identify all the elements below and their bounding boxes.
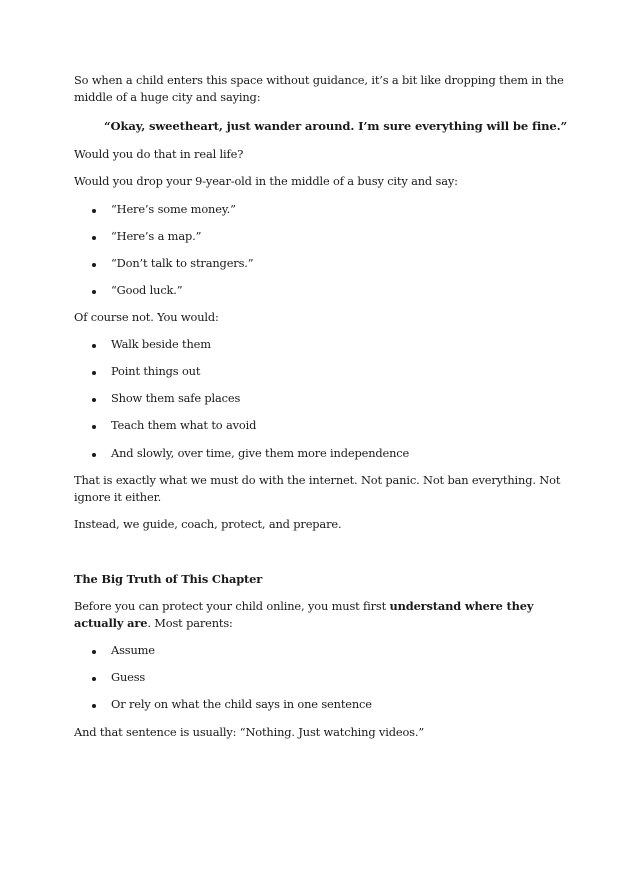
section-heading: The Big Truth of This Chapter	[74, 572, 263, 586]
bullet-icon	[92, 263, 96, 267]
bullet-icon	[92, 290, 96, 294]
emphasis-text: actually are	[74, 616, 148, 630]
paragraph-line	[74, 616, 233, 631]
block-quote: “Okay, sweetheart, just wander around. I’m sure everything will be fine.”	[104, 119, 568, 133]
emphasis-text: understand where they	[389, 599, 534, 613]
paragraph-line: ignore it either.	[74, 490, 162, 504]
bullet-icon	[92, 677, 96, 681]
paragraph-line: middle of a huge city and saying:	[74, 90, 261, 104]
paragraph: Would you do that in real life?	[74, 147, 244, 161]
bullet-icon	[92, 209, 96, 213]
list-item: “Good luck.”	[111, 283, 183, 297]
list-item: Walk beside them	[111, 337, 211, 351]
plain-text: . Most parents:	[147, 616, 233, 630]
paragraph: And that sentence is usually: “Nothing. Just watching videos.”	[74, 725, 424, 739]
list-item: Assume	[111, 643, 155, 657]
bullet-icon	[92, 371, 96, 375]
paragraph-line: That is exactly what we must do with the internet. Not panic. Not ban everything. Not	[74, 473, 561, 487]
bullet-icon	[92, 344, 96, 348]
list-item: Teach them what to avoid	[111, 418, 257, 432]
list-item: Guess	[111, 670, 146, 684]
bullet-icon	[92, 398, 96, 402]
list-item: Point things out	[111, 364, 201, 378]
paragraph: Of course not. You would:	[74, 310, 219, 324]
list-item: “Don’t talk to strangers.”	[111, 256, 254, 270]
bullet-icon	[92, 704, 96, 708]
list-item: And slowly, over time, give them more independence	[111, 446, 410, 460]
bullet-icon	[92, 425, 96, 429]
list-item: “Here’s some money.”	[111, 202, 236, 216]
list-item: “Here’s a map.”	[111, 229, 202, 243]
paragraph-line: So when a child enters this space without guidance, it’s a bit like dropping them in the	[74, 73, 564, 87]
list-item: Show them safe places	[111, 391, 241, 405]
paragraph-line	[74, 599, 533, 614]
paragraph: Instead, we guide, coach, protect, and prepare.	[74, 517, 342, 531]
bullet-icon	[92, 453, 96, 457]
bullet-icon	[92, 650, 96, 654]
plain-text: Before you can protect your child online, you must first	[74, 599, 390, 613]
bullet-icon	[92, 236, 96, 240]
list-item: Or rely on what the child says in one sentence	[111, 697, 372, 711]
paragraph: Would you drop your 9-year-old in the middle of a busy city and say:	[74, 174, 458, 188]
